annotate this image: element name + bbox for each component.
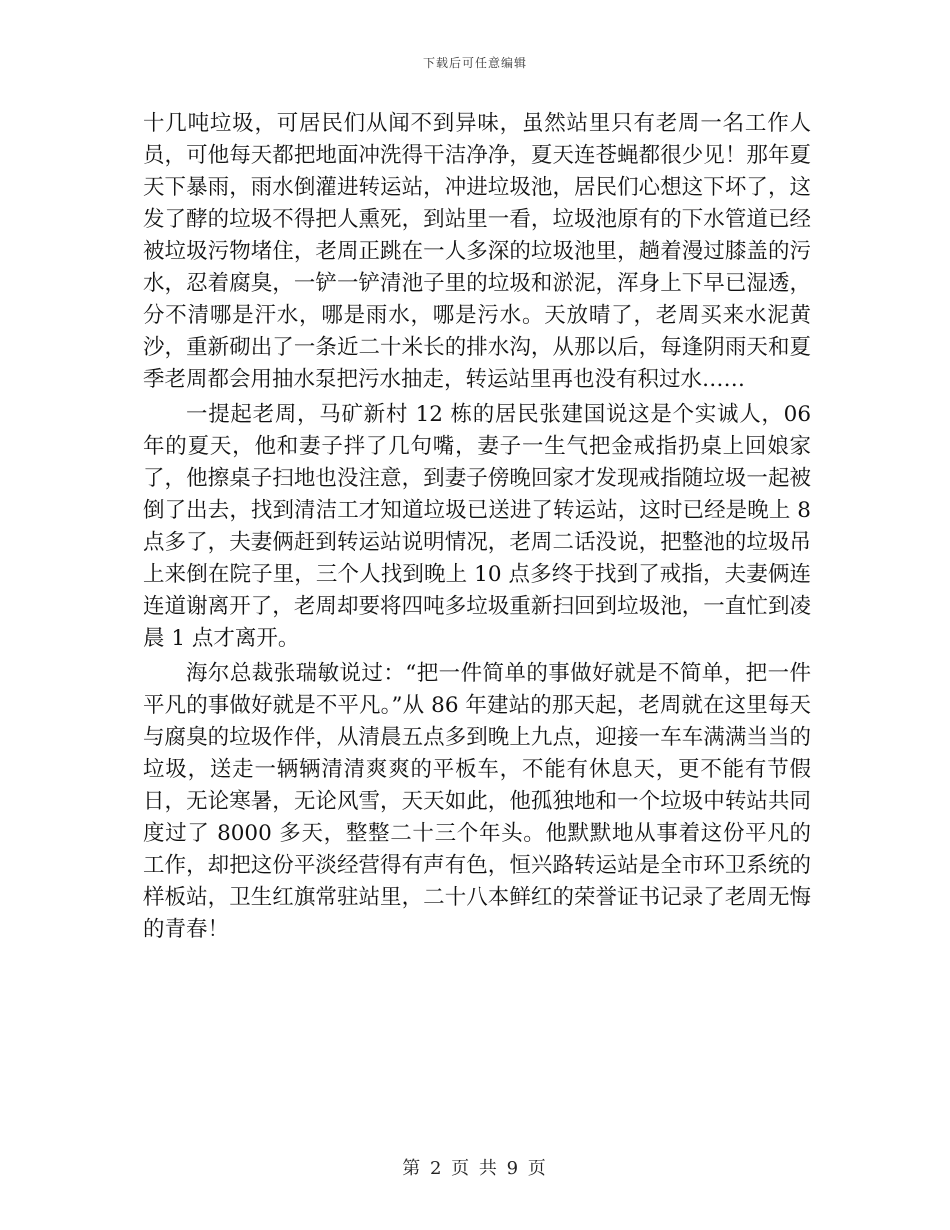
paragraph-continuation: 十几吨垃圾，可居民们从闻不到异味，虽然站里只有老周一名工作人员，可他每天都把地面冲洗得干洁净净，夏天连苍蝇都很少见！那年夏天下暴雨，雨水倒灌进转运站，冲进垃圾池，居民们心想这下坏了，这发了酵的垃圾不得把人熏死，到站里一看，垃圾池原有的下水管道已经被垃圾污物堵住，老周正跳在一人多深的垃圾池里，趟着漫过膝盖的污水，忍着腐臭，一铲一铲清池子里的垃圾和淤泥，浑身上下早已湿透，分不清哪是汗水，哪是雨水，哪是污水。天放晴了，老周买来水泥黄沙，重新砌出了一条近二十米长的排水沟，从那以后，每逢阴雨天和夏季老周都会用抽水泵把污水抽走，转运站里再也没有积过水…… xyxy=(143,111,811,392)
page-header: 下载后可任意编辑 xyxy=(422,56,527,70)
paragraph-ring-story: 一提起老周，马矿新村 12 栋的居民张建国说这是个实诚人，06 年的夏天，他和妻子拌了几句嘴，妻子一生气把金戒指扔桌上回娘家了，他擦桌子扫地也没注意，到妻子傍晚回家才发现戒指随垃圾一起被倒了出去，找到清洁工才知道垃圾已送进了转运站，这时已经是晚上 8 点多了，夫妻俩赶到转运站说明情况，老周二话没说，把整池的垃圾吊上来倒在院子里，三个人找到晚上 10 点多终于找到了戒指，夫妻俩连连道谢离开了，老周却要将四吨多垃圾重新扫回到垃圾池，一直忙到凌晨 1 点才离开。 xyxy=(143,402,811,651)
document-body xyxy=(143,108,811,946)
page-number: 第 2 页 共 9 页 xyxy=(402,1158,548,1179)
paragraph-quote: 海尔总裁张瑞敏说过：“把一件简单的事做好就是不简单，把一件平凡的事做好就是不平凡。”从 86 年建站的那天起，老周就在这里每天与腐臭的垃圾作伴，从清晨五点多到晚上九点，迎接一车车满满当当的垃圾，送走一辆辆清清爽爽的平板车，不能有休息天，更不能有节假日，无论寒暑，无论风雪，天天如此，他孤独地和一个垃圾中转站共同度过了 8000 多天，整整二十三个年头。他默默地从事着这份平凡的工作，却把这份平淡经营得有声有色，恒兴路转运站是全市环卫系统的样板站，卫生红旗常驻站里，二十八本鲜红的荣誉证书记录了老周无悔的青春！ xyxy=(143,661,811,942)
